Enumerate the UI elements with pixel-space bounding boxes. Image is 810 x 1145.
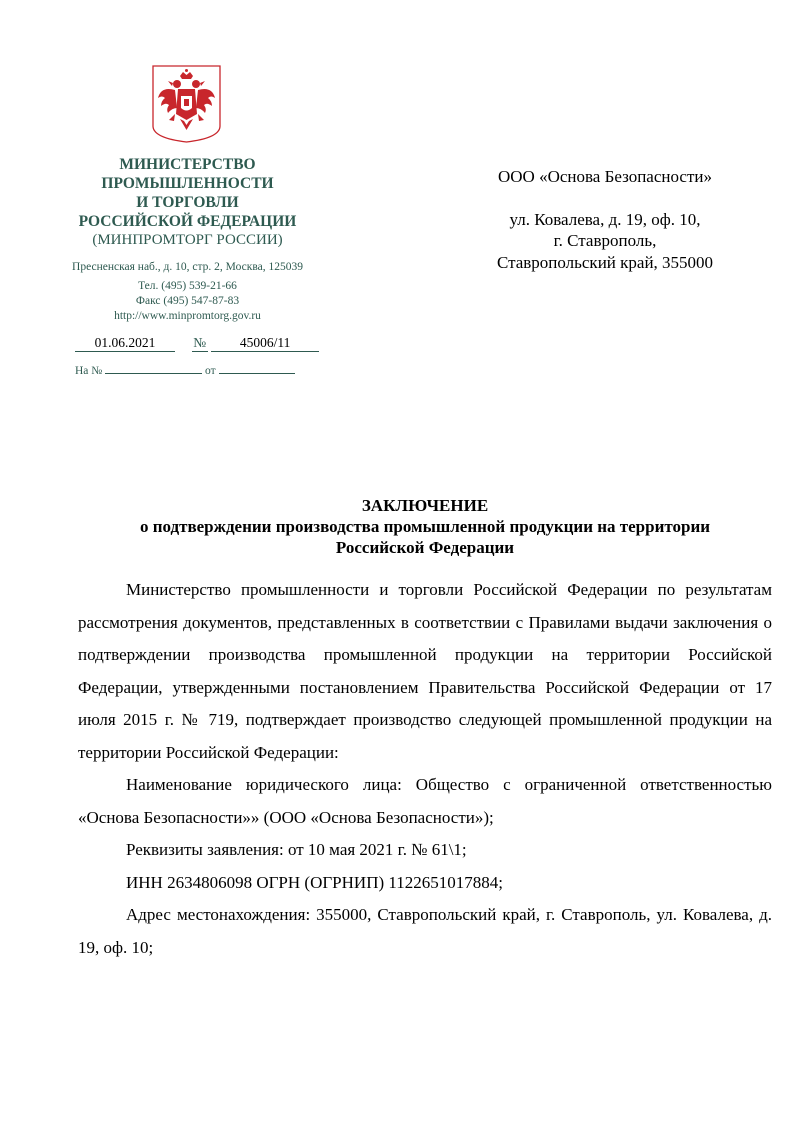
reply-reference-line (75, 363, 295, 377)
body-paragraph: Министерство промышленности и торговли Российской Федерации по результатам рассмотрения документов, представленных в соответствии с Правилами выдачи заключения о подтверждении производства промышленной продукции на территории Российской Федерации, утвержденными постановлением Правительства Российской Федерации от 17 июля 2015 г. № 719, подтверждает производство следующей промышленной продукции на территории Российской Федерации: (78, 580, 772, 762)
coat-of-arms-emblem (151, 64, 222, 144)
body-paragraph: Адрес местонахождения: 355000, Ставропольский край, г. Ставрополь, ул. Ковалева, д. 19, оф. 10; (78, 905, 772, 957)
ministry-phone: Тел. (495) 539-21-66 (138, 280, 237, 292)
recipient-region: Ставропольский край, 355000 (496, 252, 714, 272)
ministry-name-block (60, 155, 315, 250)
ministry-fax: Факс (495) 547-87-83 (135, 295, 240, 307)
ministry-name-line: МИНИСТЕРСТВО (119, 156, 256, 173)
outgoing-number: 45006/11 (211, 335, 319, 352)
recipient-name: ООО «Основа Безопасности» (497, 167, 712, 186)
ministry-contacts (40, 260, 335, 324)
ministry-address: Пресненская наб., д. 10, стр. 2, Москва, 125039 (72, 261, 303, 273)
body-paragraph: ИНН 2634806098 ОГРН (ОГРНИП) 1122651017884; (126, 872, 503, 892)
ministry-website: http://www.minpromtorg.gov.ru (114, 310, 261, 322)
number-sign: № (193, 335, 207, 350)
title-main: ЗАКЛЮЧЕНИЕ (361, 496, 489, 515)
ministry-abbreviation: (МИНПРОМТОРГ РОССИИ) (92, 232, 283, 248)
title-line: Российской Федерации (335, 538, 515, 557)
recipient-city: г. Ставрополь, (553, 231, 657, 250)
outgoing-date: 01.06.2021 (75, 335, 175, 352)
reply-from-label: от (205, 365, 216, 377)
registration-line (75, 335, 319, 352)
body-paragraph: Реквизиты заявления: от 10 мая 2021 г. № 61\1; (126, 840, 467, 859)
body-paragraph: Наименование юридического лица: Общество с ограниченной ответственностью «Основа Безопасности»» (ООО «Основа Безопасности»); (78, 775, 772, 827)
recipient-block (470, 166, 740, 273)
ministry-name-line: И ТОРГОВЛИ (136, 194, 239, 211)
reply-prefix: На № (75, 365, 103, 377)
ministry-name-line: ПРОМЫШЛЕННОСТИ (101, 175, 274, 192)
document-title (78, 495, 772, 558)
reply-number-blank (105, 363, 202, 374)
reply-date-blank (219, 363, 295, 374)
title-line: о подтверждении производства промышленной продукции на территории (139, 517, 711, 536)
document-body (78, 574, 772, 964)
recipient-street: ул. Ковалева, д. 19, оф. 10, (509, 209, 701, 229)
ministry-name-line: РОССИЙСКОЙ ФЕДЕРАЦИИ (78, 213, 297, 230)
